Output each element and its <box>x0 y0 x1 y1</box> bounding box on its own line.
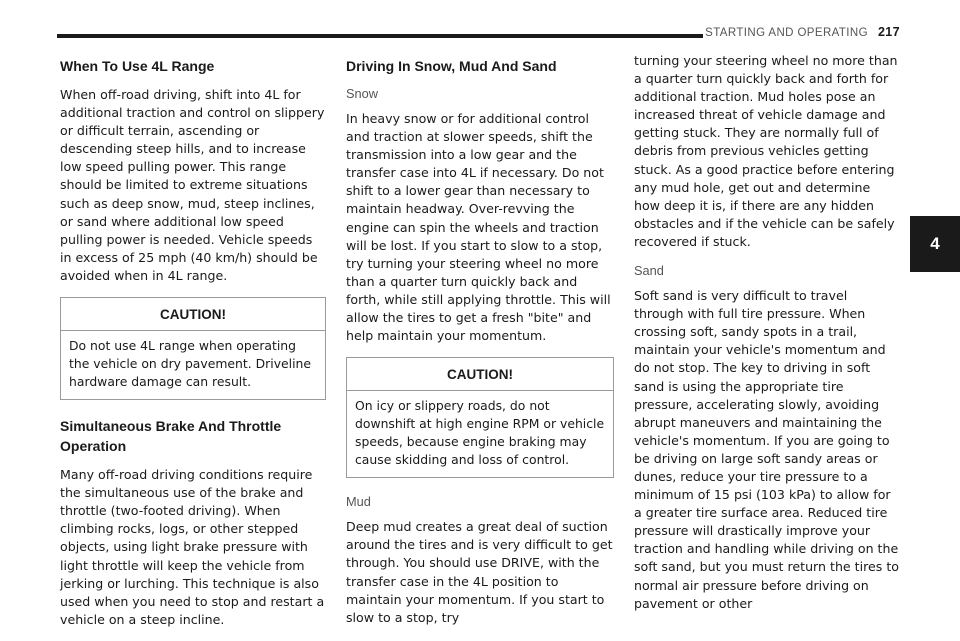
paragraph-mud: Deep mud creates a great deal of suction around the tires and is very difficult to get through. You should use DRIVE, with the transfer case in the 4L position to maintain your momentum. If you start to slow to a stop, try <box>346 519 613 625</box>
running-head <box>700 25 900 39</box>
caution-title: CAUTION! <box>347 358 613 391</box>
header-rule <box>57 34 703 38</box>
paragraph-snow: In heavy snow or for additional control and traction at slower speeds, shift the transmission into a low gear and the transfer case into 4L if necessary. Do not shift to a lower gear than necessary to maintain headway. Over-revving the engine can spin the wheels and traction will be lost. If you start to slow to a stop, try turning your steering wheel no more than a quarter turn quickly back and forth, while still applying throttle. This will allow the tires to get a fresh "bite" and help maintain your momentum. <box>346 111 611 344</box>
section-title: STARTING AND OPERATING <box>705 27 868 39</box>
subheading-mud: Mud <box>346 494 371 510</box>
heading-when-to-use-4l: When To Use 4L Range <box>60 58 215 74</box>
page-number: 217 <box>877 25 900 39</box>
column-middle <box>346 52 614 639</box>
paragraph-brake-throttle: Many off-road driving conditions require the simultaneous use of the brake and throttle (two-footed driving). When climbing rocks, logs, or other stepped objects, using light brake pressure with light throttle will keep the vehicle from jerking or lurching. This technique is also used when you need to stop and restart a vehicle on a steep incline. <box>60 467 325 627</box>
heading-brake-throttle: Simultaneous Brake And Throttle Operation <box>60 418 282 455</box>
column-right <box>634 52 900 625</box>
caution-title: CAUTION! <box>61 298 325 331</box>
paragraph-mud-continued: turning your steering wheel no more than a quarter turn quickly back and forth for additional traction. Mud holes pose an increased threat of vehicle damage and getting stuck. They are normally full of debris from previous vehicles getting stuck. As a good practice before entering any mud hole, get out and determine how deep it is, if there are any hidden obstacles and if the vehicle can be safely recovered if stuck. <box>634 53 898 249</box>
heading-snow-mud-sand: Driving In Snow, Mud And Sand <box>346 58 557 74</box>
caution-box-icy-roads <box>346 357 614 478</box>
caution-box-4l <box>60 297 326 400</box>
column-left <box>60 52 326 641</box>
caution-text: Do not use 4L range when operating the vehicle on dry pavement. Driveline hardware damage can result. <box>69 338 312 390</box>
subheading-sand: Sand <box>634 263 664 279</box>
subheading-snow: Snow <box>346 86 379 101</box>
caution-text: On icy or slippery roads, do not downshift at high engine RPM or vehicle speeds, because engine braking may cause skidding and loss of control. <box>355 398 605 468</box>
chapter-tab: 4 <box>910 216 960 272</box>
paragraph-4l-range: When off-road driving, shift into 4L for additional traction and control on slippery or difficult terrain, ascending or descending steep hills, and to increase low speed pulling power. This range should be limited to extreme situations such as deep snow, mud, steep inclines, or sand where additional low speed pulling power is needed. Vehicle speeds in excess of 25 mph (40 km/h) should be avoided when in 4L range. <box>60 87 325 283</box>
paragraph-sand: Soft sand is very difficult to travel through with full tire pressure. When crossing soft, sandy spots in a trail, maintain your vehicle's momentum and do not stop. The key to driving in soft sand is using the appropriate tire pressure, accelerating slowly, avoiding abrupt maneuvers and maintaining the vehicle's momentum. If you are going to be driving on large soft sandy areas or dunes, reduce your tire pressure to a minimum of 15 psi (103 kPa) to allow for a greater tire surface area. Reduced tire pressure will drastically improve your traction and handling while driving on the soft sand, but you must return the tires to normal air pressure before driving on pavement or other <box>634 288 899 611</box>
